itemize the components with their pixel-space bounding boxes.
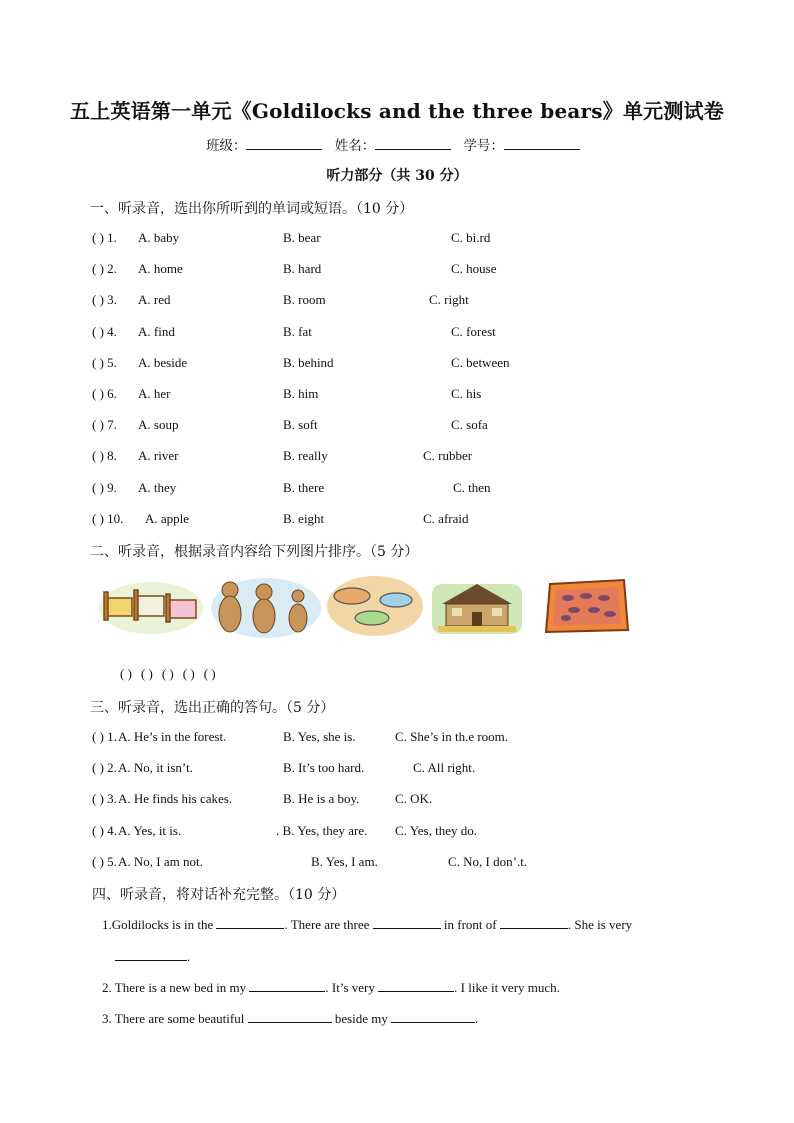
line1-blank-2[interactable] (373, 916, 441, 929)
dialogue-line-3 (102, 1010, 478, 1027)
beds-picture (98, 574, 204, 636)
option-c: C. rubber (423, 448, 473, 464)
house-picture (430, 574, 524, 638)
line1-text-2: . There are three (284, 917, 370, 932)
line1-blank-1[interactable] (216, 916, 284, 929)
option-b: B. hard (283, 261, 322, 277)
option-c: C. All right. (413, 760, 476, 776)
line1-text-1: 1.Goldilocks is in the (102, 917, 214, 932)
line1-text-4: . She is very (567, 917, 633, 932)
option-b: B. really (283, 448, 328, 464)
number-blank[interactable] (504, 137, 580, 150)
item-number[interactable]: ( ) 4. (92, 323, 117, 339)
item-number[interactable]: ( ) 3. (92, 791, 117, 807)
section2-heading: 二、听录音，根据录音内容给下列图片排序。（5 分） (90, 544, 419, 560)
item-number[interactable]: ( ) 6. (92, 386, 117, 401)
section4-heading: 四、听录音，将对话补充完整。（10 分） (92, 887, 346, 903)
option-a: A. He finds his cakes. (118, 791, 233, 807)
option-a: A. her (138, 386, 171, 401)
student-info-line (0, 134, 794, 154)
option-a: A. soup (138, 417, 179, 433)
option-b: B. there (283, 479, 325, 495)
option-a: A. Yes, it is. (118, 822, 182, 838)
name-label: 姓名： (334, 138, 376, 154)
option-a: A. find (138, 323, 175, 339)
three-bears-picture (210, 574, 322, 640)
number-label: 学号： (463, 138, 505, 154)
option-c: C. No, I don’.t. (448, 853, 528, 869)
line3-text-2: beside my (334, 1011, 388, 1026)
option-c: C. afraid (423, 510, 469, 526)
line1-text-3: in front of (443, 917, 497, 932)
line2-blank-2[interactable] (378, 979, 454, 992)
line3-blank-2[interactable] (391, 1010, 475, 1023)
line3-blank-1[interactable] (248, 1010, 332, 1023)
item-number[interactable]: ( ) 2. (92, 760, 117, 776)
section1-heading: 一、听录音，选出你所听到的单词或短语。（10 分） (90, 201, 414, 217)
option-c: C. Yes, they do. (395, 822, 477, 838)
option-b: . B. Yes, they are. (276, 822, 368, 838)
line1-blank-3[interactable] (500, 916, 568, 929)
option-b: B. behind (283, 354, 334, 370)
item-number[interactable]: ( ) 4. (92, 822, 117, 838)
page-title: 五上英语第一单元《Goldilocks and the three bears》单元测试卷 (70, 99, 724, 123)
line1-blank-4[interactable] (115, 948, 187, 961)
name-blank[interactable] (375, 137, 451, 150)
option-c: C. She’s in th.e room. (395, 729, 509, 744)
option-a: A. No, I am not. (118, 853, 203, 869)
option-b: B. He is a boy. (283, 791, 360, 807)
item-number[interactable]: ( ) 3. (92, 292, 117, 308)
option-a: A. apple (145, 510, 190, 526)
line2-blank-1[interactable] (249, 979, 325, 992)
option-c: C. forest (451, 323, 496, 339)
option-b: B. room (283, 292, 326, 308)
picture-order-blank[interactable]: ( ) (140, 666, 153, 681)
option-a: A. they (138, 479, 177, 495)
item-number[interactable]: ( ) 10. (92, 510, 124, 526)
line2-text-3: . I like it very much. (454, 980, 560, 995)
option-a: A. red (138, 292, 171, 308)
item-number[interactable]: ( ) 7. (92, 417, 117, 433)
option-c: C. bi.rd (451, 230, 491, 245)
item-number[interactable]: ( ) 8. (92, 448, 117, 464)
picture-order-blank[interactable]: ( ) (120, 666, 132, 681)
bowls-picture (326, 574, 424, 638)
option-c: C. then (453, 479, 491, 495)
line3-end: . (475, 1011, 479, 1026)
item-number[interactable]: ( ) 1. (92, 729, 117, 744)
picture-row (98, 574, 638, 646)
item-number[interactable]: ( ) 1. (92, 230, 117, 245)
option-b: B. It’s too hard. (283, 760, 365, 776)
dialogue-line-1-cont (115, 948, 190, 965)
option-c: C. his (451, 386, 482, 401)
option-c: C. sofa (451, 417, 488, 433)
option-c: C. house (451, 261, 497, 277)
picture-order-blank[interactable]: ( ) (203, 666, 216, 681)
cakes-picture (544, 574, 630, 636)
option-a: A. river (138, 448, 179, 464)
option-c: C. between (451, 354, 510, 370)
option-a: A. beside (138, 354, 188, 370)
option-b: B. fat (283, 323, 312, 339)
option-b: B. bear (283, 230, 321, 245)
option-a: A. No, it isn’t. (118, 760, 193, 776)
option-c: C. OK. (395, 791, 433, 807)
dialogue-line-1 (102, 916, 632, 933)
option-b: B. eight (283, 510, 325, 526)
class-blank[interactable] (246, 137, 322, 150)
option-b: B. Yes, she is. (283, 729, 356, 744)
item-number[interactable]: ( ) 5. (92, 853, 117, 869)
class-label: 班级： (205, 138, 247, 154)
option-b: B. Yes, I am. (311, 853, 378, 869)
line3-text-1: 3. There are some beautiful (102, 1011, 245, 1026)
option-a: A. home (138, 261, 183, 277)
picture-order-parens (120, 666, 225, 682)
picture-order-blank[interactable]: ( ) (161, 666, 174, 681)
dialogue-line-2 (102, 979, 560, 996)
line1-end: . (187, 949, 191, 964)
section3-heading: 三、听录音，选出正确的答句。（5 分） (90, 700, 335, 716)
picture-order-blank[interactable]: ( ) (182, 666, 195, 681)
option-b: B. soft (283, 417, 318, 433)
option-a: A. baby (138, 230, 180, 245)
item-number[interactable]: ( ) 2. (92, 261, 117, 277)
option-c: C. right (429, 292, 469, 308)
line2-text-2: . It’s very (325, 980, 375, 995)
option-b: B. him (283, 386, 319, 401)
item-number[interactable]: ( ) 9. (92, 479, 117, 495)
listening-heading: 听力部分（共 30 分） (326, 168, 468, 184)
line2-text-1: 2. There is a new bed in my (102, 980, 247, 995)
option-a: A. He’s in the forest. (118, 729, 227, 744)
item-number[interactable]: ( ) 5. (92, 354, 117, 370)
